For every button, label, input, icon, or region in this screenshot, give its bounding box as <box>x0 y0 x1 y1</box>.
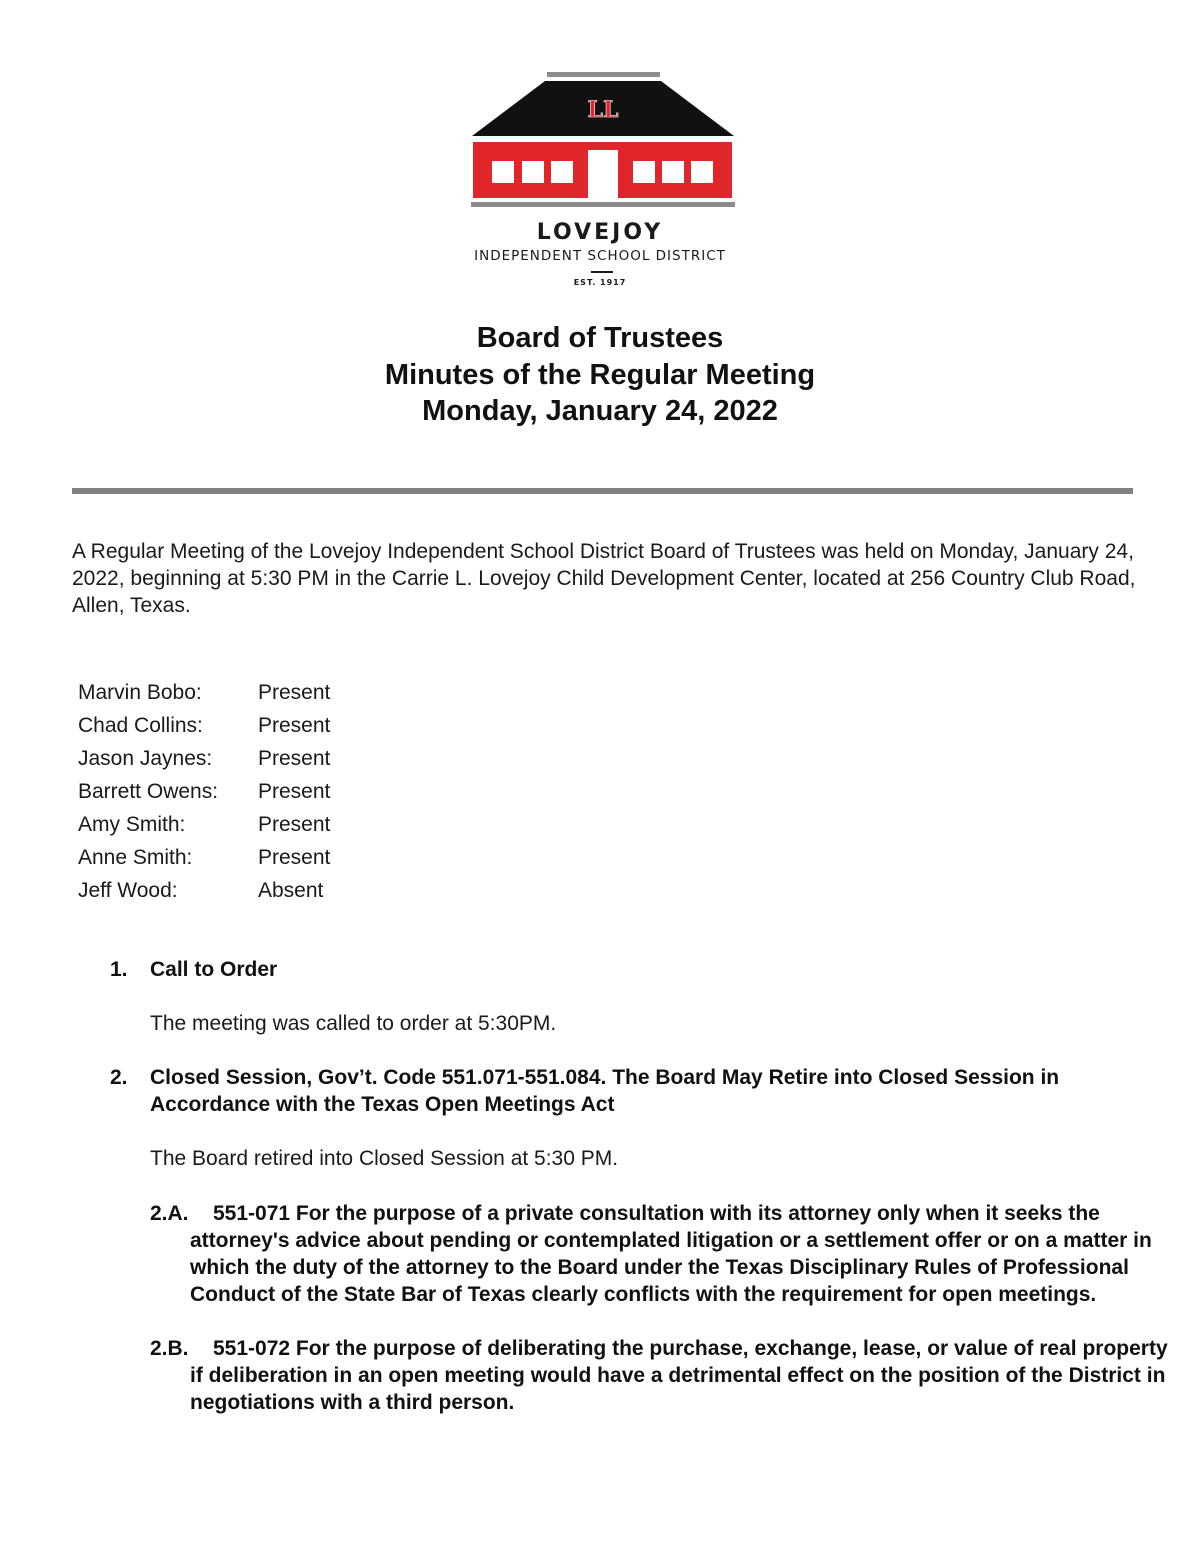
agenda-item-title: Call to Order <box>150 958 278 981</box>
agenda-item-number: 2. <box>110 1066 128 1089</box>
attendance-row <box>78 874 330 907</box>
subitem-text: 551-071 For the purpose of a private consultation with its attorney only when it seeks the attorney's advice about pending or contemplated litigation or a settlement offer or on a matter in which the duty of the attorney to the Board under the Texas Disciplinary Rules of Professional Conduct of the State Bar of Texas clearly conflicts with the requirement for open meetings. <box>190 1202 1152 1306</box>
subitem-number: 2.A. <box>150 1202 189 1225</box>
subitem-text: 551-072 For the purpose of deliberating the purchase, exchange, lease, or value of real property if deliberation in an open meeting would have a detrimental effect on the position of the District in negotiations with a third person. <box>190 1337 1168 1414</box>
agenda-item-body: The meeting was called to order at 5:30PM. <box>150 1012 557 1035</box>
schoolhouse-logo-icon <box>471 72 735 208</box>
agenda-item-number: 1. <box>110 958 128 981</box>
agenda-item-body: The Board retired into Closed Session at 5:30 PM. <box>150 1147 619 1170</box>
trustee-name: Marvin Bobo: <box>78 681 202 704</box>
trustee-name: Jason Jaynes: <box>78 747 213 770</box>
trustee-name: Jeff Wood: <box>78 879 178 902</box>
attendance-row <box>78 841 330 874</box>
logo-initials: LL <box>587 97 619 123</box>
district-subtitle: INDEPENDENT SCHOOL DISTRICT <box>474 248 726 264</box>
attendance-status: Present <box>258 681 331 704</box>
title-line-1: Board of Trustees <box>476 322 724 354</box>
district-logo <box>471 72 735 208</box>
agenda-item-1 <box>110 956 1140 1037</box>
attendance-status: Absent <box>258 879 324 902</box>
subitem-number: 2.B. <box>150 1337 189 1360</box>
established-year: EST. 1917 <box>573 278 627 287</box>
attendance-status: Present <box>258 780 331 803</box>
attendance-status: Present <box>258 714 331 737</box>
agenda-item-2 <box>110 1064 1140 1172</box>
trustee-name: Chad Collins: <box>78 714 203 737</box>
agenda-subitem-2a <box>150 1200 1180 1308</box>
document-title <box>0 320 1200 430</box>
brand-divider <box>591 271 613 273</box>
attendance-status: Present <box>258 813 331 836</box>
attendance-row <box>78 742 330 775</box>
attendance-status: Present <box>258 747 331 770</box>
agenda-subitem-2b <box>150 1335 1180 1416</box>
title-line-3: Monday, January 24, 2022 <box>422 395 778 427</box>
agenda-item-heading <box>110 956 1140 983</box>
trustee-name: Amy Smith: <box>78 813 186 836</box>
attendance-row <box>78 775 330 808</box>
attendance-status: Present <box>258 846 331 869</box>
title-line-2: Minutes of the Regular Meeting <box>384 358 816 391</box>
attendance-list <box>78 676 330 907</box>
agenda-item-heading <box>110 1064 1140 1118</box>
agenda-item-title: Closed Session, Gov’t. Code 551.071-551.084. The Board May Retire into Closed Session in Accordance with the Texas Open Meetings Act <box>150 1066 1060 1116</box>
trustee-name: Barrett Owens: <box>78 780 219 803</box>
district-name: LOVEJOY <box>536 220 664 245</box>
trustee-name: Anne Smith: <box>78 846 193 869</box>
attendance-row <box>78 676 330 709</box>
attendance-row <box>78 808 330 841</box>
attendance-row <box>78 709 330 742</box>
intro-paragraph: A Regular Meeting of the Lovejoy Independent School District Board of Trustees was held on Monday, January 24, 2022, beginning at 5:30 PM in the Carrie L. Lovejoy Child Development Center, located at 256 Country Club Road, Allen, Texas. <box>72 540 1136 617</box>
horizontal-divider <box>72 488 1133 494</box>
